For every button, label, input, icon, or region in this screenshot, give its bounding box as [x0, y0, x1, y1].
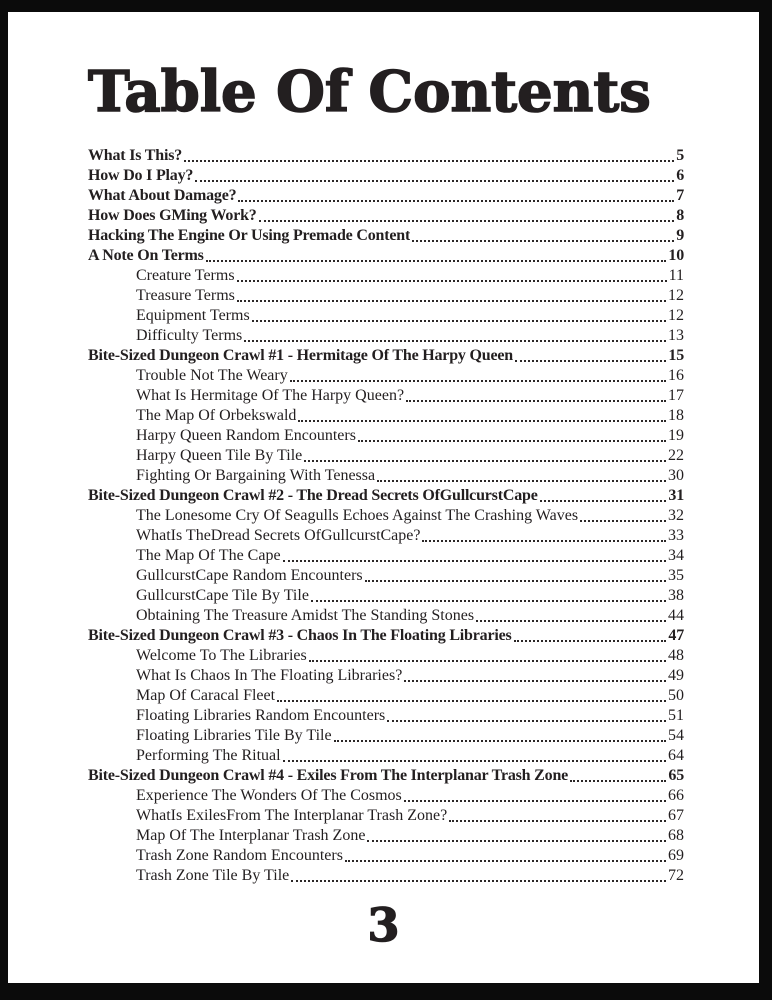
- toc-entry-page: 47: [668, 627, 684, 645]
- toc-entry-page: 31: [668, 487, 684, 505]
- toc-entry: [88, 706, 684, 726]
- toc-entry-label: The Lonesome Cry Of Seagulls Echoes Against The Crashing Waves: [136, 507, 579, 525]
- toc-entry-page: 30: [668, 467, 684, 485]
- toc-entry: [88, 406, 684, 426]
- toc-entry-label: The Map Of Orbekswald: [136, 407, 297, 425]
- dotted-leader: [422, 540, 666, 542]
- toc-entry: [88, 246, 684, 266]
- toc-entry: [88, 226, 684, 246]
- toc-entry-page: 32: [668, 507, 684, 525]
- dotted-leader: [345, 860, 666, 862]
- dotted-leader: [514, 640, 667, 642]
- toc-entry-label: Floating Libraries Tile By Tile: [136, 727, 332, 745]
- toc-entry: [88, 446, 684, 466]
- toc-entry-label: GullcurstCape Random Encounters: [136, 567, 363, 585]
- toc-entry-page: 48: [668, 647, 684, 665]
- toc-entry: [88, 586, 684, 606]
- toc-entry-page: 67: [668, 807, 684, 825]
- toc-entry: [88, 546, 684, 566]
- toc-entry: [88, 506, 684, 526]
- toc-entry-label: Experience The Wonders Of The Cosmos: [136, 787, 402, 805]
- dotted-leader: [252, 320, 666, 322]
- toc-entry: [88, 186, 684, 206]
- dotted-leader: [290, 380, 666, 382]
- toc-entry: [88, 346, 684, 366]
- toc-entry-page: 16: [668, 367, 684, 385]
- toc-entry-label: What Is Hermitage Of The Harpy Queen?: [136, 387, 405, 405]
- toc-entry-label: GullcurstCape Tile By Tile: [136, 587, 309, 605]
- toc-entry: [88, 426, 684, 446]
- toc-entry-label: How Do I Play?: [88, 167, 194, 185]
- toc-entry: [88, 306, 684, 326]
- toc-entry-page: 65: [668, 767, 684, 785]
- toc-entry-page: 7: [676, 187, 684, 205]
- dotted-leader: [304, 460, 666, 462]
- toc-entry: [88, 286, 684, 306]
- toc-entry-page: 6: [676, 167, 684, 185]
- toc-entry-label: What About Damage?: [88, 187, 237, 205]
- dotted-leader: [365, 580, 666, 582]
- dotted-leader: [291, 880, 666, 882]
- toc-list: [88, 146, 684, 886]
- dotted-leader: [540, 500, 667, 502]
- toc-entry-label: WhatIs ExilesFrom The Interplanar Trash Zone?: [136, 807, 448, 825]
- toc-entry: [88, 366, 684, 386]
- dotted-leader: [449, 820, 666, 822]
- dotted-leader: [298, 420, 666, 422]
- toc-entry: [88, 626, 684, 646]
- toc-entry-page: 22: [668, 447, 684, 465]
- dotted-leader: [309, 660, 666, 662]
- toc-entry-page: 38: [668, 587, 684, 605]
- toc-entry-page: 51: [668, 707, 684, 725]
- toc-entry-page: 69: [668, 847, 684, 865]
- toc-entry-label: What Is This?: [88, 147, 183, 165]
- dotted-leader: [237, 280, 667, 282]
- toc-entry-page: 49: [668, 667, 684, 685]
- toc-entry: [88, 146, 684, 166]
- toc-entry: [88, 746, 684, 766]
- toc-entry-label: Trouble Not The Weary: [136, 367, 288, 385]
- toc-entry: [88, 526, 684, 546]
- dotted-leader: [406, 400, 666, 402]
- toc-entry: [88, 606, 684, 626]
- toc-entry-label: Creature Terms: [136, 267, 235, 285]
- toc-entry: [88, 786, 684, 806]
- toc-entry-label: Harpy Queen Random Encounters: [136, 427, 356, 445]
- toc-entry: [88, 726, 684, 746]
- toc-entry-page: 19: [668, 427, 684, 445]
- toc-entry-page: 18: [668, 407, 684, 425]
- toc-entry-label: Performing The Ritual: [136, 747, 281, 765]
- dotted-leader: [412, 240, 674, 242]
- dotted-leader: [184, 160, 674, 162]
- dotted-leader: [570, 780, 666, 782]
- toc-entry-page: 13: [668, 327, 684, 345]
- toc-entry: [88, 826, 684, 846]
- dotted-leader: [244, 340, 666, 342]
- toc-entry-label: Bite-Sized Dungeon Crawl #3 - Chaos In The Floating Libraries: [88, 627, 512, 645]
- toc-entry-label: Map Of Caracal Fleet: [136, 687, 276, 705]
- toc-entry: [88, 846, 684, 866]
- toc-entry-label: Treasure Terms: [136, 287, 235, 305]
- toc-entry-page: 68: [668, 827, 684, 845]
- toc-entry: [88, 266, 684, 286]
- dotted-leader: [515, 360, 666, 362]
- dotted-leader: [283, 560, 666, 562]
- toc-entry: [88, 486, 684, 506]
- toc-entry-label: Equipment Terms: [136, 307, 250, 325]
- dotted-leader: [283, 760, 666, 762]
- toc-entry-page: 66: [668, 787, 684, 805]
- toc-entry: [88, 766, 684, 786]
- dotted-leader: [277, 700, 666, 702]
- toc-entry: [88, 466, 684, 486]
- toc-entry-label: Floating Libraries Random Encounters: [136, 707, 386, 725]
- toc-entry-label: What Is Chaos In The Floating Libraries?: [136, 667, 403, 685]
- toc-entry-label: Fighting Or Bargaining With Tenessa: [136, 467, 376, 485]
- toc-entry: [88, 166, 684, 186]
- toc-entry-page: 12: [668, 287, 684, 305]
- toc-entry-label: Trash Zone Tile By Tile: [136, 867, 290, 885]
- dotted-leader: [476, 620, 666, 622]
- toc-entry-label: WhatIs TheDread Secrets OfGullcurstCape?: [136, 527, 421, 545]
- toc-entry-page: 54: [668, 727, 684, 745]
- toc-entry: [88, 806, 684, 826]
- toc-entry: [88, 686, 684, 706]
- toc-entry: [88, 386, 684, 406]
- toc-entry-label: Difficulty Terms: [136, 327, 243, 345]
- dotted-leader: [334, 740, 666, 742]
- toc-entry: [88, 326, 684, 346]
- toc-entry-label: Bite-Sized Dungeon Crawl #1 - Hermitage Of The Harpy Queen: [88, 347, 513, 365]
- toc-entry-page: 9: [676, 227, 684, 245]
- toc-entry-label: A Note On Terms: [88, 247, 204, 265]
- toc-entry-page: 72: [668, 867, 684, 885]
- toc-entry-label: Bite-Sized Dungeon Crawl #4 - Exiles From The Interplanar Trash Zone: [88, 767, 569, 785]
- dotted-leader: [580, 520, 666, 522]
- dotted-leader: [367, 840, 666, 842]
- dotted-leader: [195, 180, 674, 182]
- toc-entry-page: 11: [668, 267, 684, 285]
- toc-entry-page: 33: [668, 527, 684, 545]
- toc-entry-page: 5: [676, 147, 684, 165]
- toc-entry-page: 35: [668, 567, 684, 585]
- toc-entry-label: The Map Of The Cape: [136, 547, 281, 565]
- toc-entry: [88, 666, 684, 686]
- toc-entry-label: Welcome To The Libraries: [136, 647, 307, 665]
- dotted-leader: [259, 220, 675, 222]
- toc-entry-label: Hacking The Engine Or Using Premade Content: [88, 227, 411, 245]
- dotted-leader: [238, 200, 674, 202]
- toc-entry-label: Obtaining The Treasure Amidst The Standing Stones: [136, 607, 475, 625]
- toc-entry-page: 12: [668, 307, 684, 325]
- toc-entry-label: How Does GMing Work?: [88, 207, 257, 225]
- toc-page: [8, 12, 759, 983]
- toc-entry: [88, 866, 684, 886]
- toc-entry: [88, 566, 684, 586]
- dotted-leader: [358, 440, 666, 442]
- dotted-leader: [237, 300, 666, 302]
- toc-entry-page: 50: [668, 687, 684, 705]
- toc-entry-page: 17: [668, 387, 684, 405]
- dotted-leader: [311, 600, 666, 602]
- toc-entry-label: Trash Zone Random Encounters: [136, 847, 343, 865]
- toc-entry-label: Map Of The Interplanar Trash Zone: [136, 827, 366, 845]
- toc-entry-page: 8: [676, 207, 684, 225]
- toc-entry-page: 64: [668, 747, 684, 765]
- dotted-leader: [377, 480, 666, 482]
- toc-entry-label: Bite-Sized Dungeon Crawl #2 - The Dread Secrets OfGullcurstCape: [88, 487, 538, 505]
- dotted-leader: [387, 720, 666, 722]
- page-title: Table Of Contents: [88, 59, 651, 125]
- toc-entry-page: 15: [668, 347, 684, 365]
- toc-entry-page: 44: [668, 607, 684, 625]
- toc-entry-page: 34: [668, 547, 684, 565]
- dotted-leader: [404, 680, 666, 682]
- toc-entry: [88, 206, 684, 226]
- toc-entry-page: 10: [668, 247, 684, 265]
- toc-entry: [88, 646, 684, 666]
- toc-entry-label: Harpy Queen Tile By Tile: [136, 447, 303, 465]
- dotted-leader: [404, 800, 666, 802]
- dotted-leader: [206, 260, 667, 262]
- footer-page-number: 3: [367, 898, 400, 953]
